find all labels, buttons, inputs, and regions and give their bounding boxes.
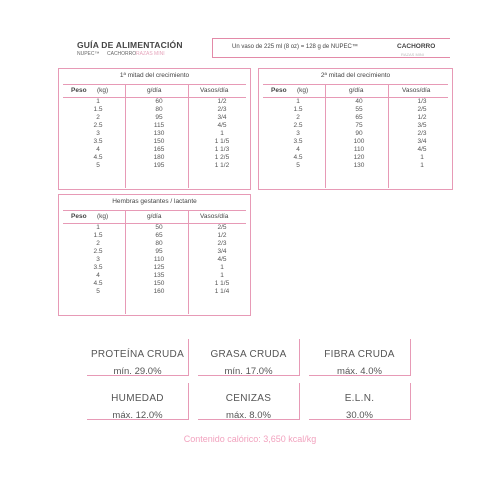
cell-grams: 165 [153, 146, 165, 153]
table-row [63, 162, 246, 170]
cell-cups: 1 1/2 [214, 162, 230, 169]
cell-grams: 110 [153, 256, 165, 263]
guide-title: GUÍA DE ALIMENTACIÓN [77, 40, 183, 50]
cell-weight: 3 [296, 130, 300, 137]
cell-weight: 2.5 [93, 122, 103, 129]
col-cups: Vasos/día [402, 87, 431, 94]
cell-cups: 2/5 [417, 106, 427, 113]
cell-grams: 95 [155, 248, 163, 255]
cell-cups: 4/5 [217, 122, 227, 129]
cell-grams: 75 [355, 122, 363, 129]
col-unit: (kg) [297, 87, 309, 94]
table-row [63, 146, 246, 154]
cell-cups: 2/3 [417, 130, 427, 137]
cell-grams: 150 [153, 280, 165, 287]
cell-grams: 115 [153, 122, 165, 129]
brand-stage: CACHORRO [107, 51, 137, 57]
info-stage: CACHORRO [397, 43, 436, 50]
info-size: RAZAS MINI [401, 52, 424, 57]
brand-name: NUPEC™ [77, 51, 100, 57]
cell-grams: 120 [353, 154, 365, 161]
table-row [63, 240, 246, 248]
cell-grams: 160 [153, 288, 165, 295]
cell-cups: 2/5 [217, 224, 227, 231]
table-row [63, 264, 246, 272]
cell-weight: 2.5 [293, 122, 303, 129]
cell-weight: 4 [296, 146, 300, 153]
cell-cups: 2/3 [217, 106, 227, 113]
nutrient-cell [87, 383, 189, 420]
cell-cups: 1/3 [417, 98, 427, 105]
cell-weight: 3.5 [93, 138, 103, 145]
cell-grams: 65 [155, 232, 163, 239]
cell-weight: 2 [296, 114, 300, 121]
cell-weight: 2 [96, 240, 100, 247]
nutrient-label: FIBRA CRUDA [324, 349, 395, 360]
cell-cups: 1 [220, 264, 224, 271]
cell-grams: 135 [153, 272, 165, 279]
table-row [63, 122, 246, 130]
cell-weight: 2.5 [93, 248, 103, 255]
table-row [63, 98, 246, 106]
cell-grams: 80 [155, 106, 163, 113]
table-row [63, 130, 246, 138]
cell-weight: 5 [96, 162, 100, 169]
cell-weight: 1.5 [293, 106, 303, 113]
cell-cups: 3/5 [417, 122, 427, 129]
table-title: 2ª mitad del crecimiento [320, 72, 391, 79]
feeding-table-pregnant-lactating [58, 194, 251, 316]
table-row [63, 154, 246, 162]
nutrient-label: PROTEÍNA CRUDA [90, 349, 185, 360]
col-cups: Vasos/día [200, 213, 229, 220]
cell-weight: 2 [96, 114, 100, 121]
table-header [63, 84, 246, 98]
cell-grams: 95 [155, 114, 163, 121]
table-body [263, 98, 448, 170]
feeding-table-second-half [258, 68, 453, 190]
table-row [263, 122, 448, 130]
cell-weight: 1 [96, 98, 100, 105]
table-row [63, 288, 246, 296]
nutrient-grid [87, 339, 417, 419]
cell-cups: 1 1/5 [214, 280, 230, 287]
cell-weight: 4.5 [93, 154, 103, 161]
table-row [263, 146, 448, 154]
cell-weight: 3.5 [93, 264, 103, 271]
cell-grams: 80 [155, 240, 163, 247]
table-row [263, 98, 448, 106]
table-row [63, 272, 246, 280]
table-row [63, 224, 246, 232]
cell-weight: 1.5 [93, 106, 103, 113]
nutrient-label: E.L.N. [344, 393, 375, 404]
cell-cups: 1 [220, 272, 224, 279]
cell-grams: 130 [353, 162, 365, 169]
nutrient-cell [198, 339, 300, 376]
cell-cups: 1 1/4 [214, 288, 230, 295]
nutrient-value: 30.0% [346, 410, 373, 421]
cell-cups: 1 1/5 [214, 138, 230, 145]
cell-grams: 65 [355, 114, 363, 121]
cell-cups: 1/2 [417, 114, 427, 121]
cell-weight: 3 [96, 256, 100, 263]
table-header [63, 210, 246, 224]
table-header [263, 84, 448, 98]
cell-cups: 1 [420, 154, 424, 161]
table-row [263, 130, 448, 138]
cell-cups: 3/4 [417, 138, 427, 145]
table-row [263, 106, 448, 114]
cell-grams: 90 [355, 130, 363, 137]
nutrient-value: máx. 8.0% [226, 410, 271, 421]
cell-grams: 180 [153, 154, 165, 161]
cell-grams: 60 [155, 98, 163, 105]
col-grams: g/día [147, 213, 162, 220]
nutrient-label: HUMEDAD [111, 393, 164, 404]
cell-weight: 3 [96, 130, 100, 137]
cell-grams: 195 [153, 162, 165, 169]
nutrient-value: máx. 4.0% [337, 366, 382, 377]
cell-weight: 5 [96, 288, 100, 295]
col-grams: g/día [349, 87, 364, 94]
cell-grams: 130 [153, 130, 165, 137]
cell-weight: 1.5 [93, 232, 103, 239]
table-row [263, 162, 448, 170]
serving-note: Un vaso de 225 ml (8 oz) = 128 g de NUPEC™ [232, 44, 358, 50]
cell-cups: 4/5 [217, 256, 227, 263]
nutrient-label: GRASA CRUDA [210, 349, 287, 360]
nutrient-cell [309, 339, 411, 376]
col-unit: (kg) [97, 213, 109, 220]
col-peso: Peso [71, 87, 87, 94]
cell-weight: 3.5 [293, 138, 303, 145]
cell-weight: 5 [296, 162, 300, 169]
cell-weight: 4 [96, 272, 100, 279]
caloric-content: Contenido calórico: 3,650 kcal/kg [183, 434, 317, 444]
cell-cups: 1/2 [217, 232, 227, 239]
cell-grams: 125 [153, 264, 165, 271]
table-row [63, 280, 246, 288]
table-row [263, 138, 448, 146]
cell-grams: 40 [355, 98, 363, 105]
nutrient-value: mín. 29.0% [113, 366, 162, 377]
cell-cups: 1 [220, 130, 224, 137]
cell-cups: 1 2/5 [214, 154, 230, 161]
cell-weight: 1 [96, 224, 100, 231]
nutrient-value: máx. 12.0% [112, 410, 163, 421]
nutrient-cell [87, 339, 189, 376]
cell-grams: 55 [355, 106, 363, 113]
col-peso: Peso [71, 213, 87, 220]
nutrient-cell [309, 383, 411, 420]
table-body [63, 224, 246, 296]
cell-weight: 4.5 [93, 280, 103, 287]
col-grams: g/día [147, 87, 162, 94]
cell-weight: 4.5 [293, 154, 303, 161]
nutrient-value: mín. 17.0% [224, 366, 273, 377]
col-peso: Peso [271, 87, 287, 94]
table-row [263, 114, 448, 122]
cell-grams: 50 [155, 224, 163, 231]
cell-cups: 4/5 [417, 146, 427, 153]
table-row [63, 114, 246, 122]
cell-cups: 3/4 [217, 248, 227, 255]
nutrient-label: CENIZAS [225, 393, 272, 404]
cell-cups: 1/2 [217, 98, 227, 105]
col-unit: (kg) [97, 87, 109, 94]
cell-cups: 2/3 [217, 240, 227, 247]
table-row [63, 248, 246, 256]
cell-weight: 4 [96, 146, 100, 153]
cell-cups: 1 1/3 [214, 146, 230, 153]
cell-cups: 3/4 [217, 114, 227, 121]
feeding-table-first-half [58, 68, 251, 190]
table-row [63, 138, 246, 146]
cell-grams: 100 [353, 138, 365, 145]
cell-grams: 150 [153, 138, 165, 145]
table-row [63, 256, 246, 264]
cell-weight: 1 [296, 98, 300, 105]
nutrient-cell [198, 383, 300, 420]
cell-cups: 1 [420, 162, 424, 169]
cell-grams: 110 [353, 146, 365, 153]
table-row [63, 232, 246, 240]
col-cups: Vasos/día [200, 87, 229, 94]
table-row [63, 106, 246, 114]
table-title: 1ª mitad del crecimiento [119, 72, 190, 79]
table-title: Hembras gestantes / lactante [112, 198, 197, 205]
brand-size: RAZAS MINI [136, 51, 165, 57]
table-row [263, 154, 448, 162]
table-body [63, 98, 246, 170]
